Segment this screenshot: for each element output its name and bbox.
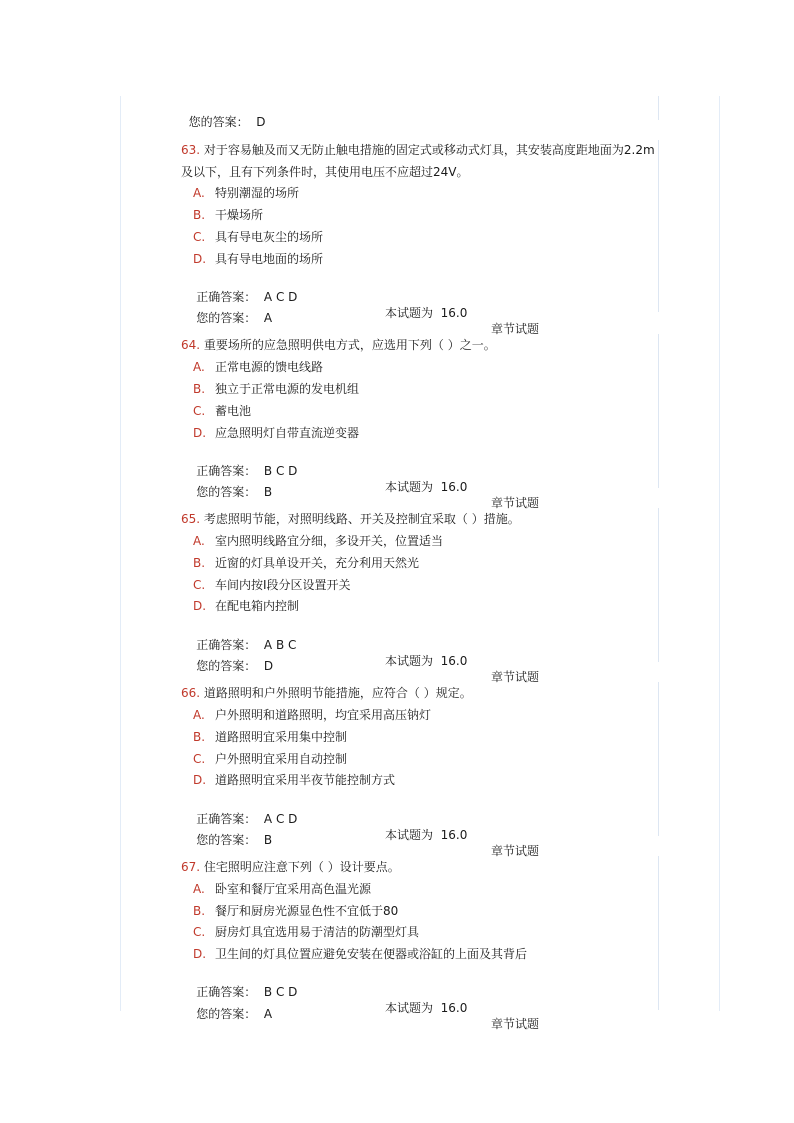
question-stem [181, 334, 659, 356]
your-answer-line [181, 990, 273, 1021]
your-answer-value: B [263, 833, 273, 847]
question-stem [181, 682, 659, 704]
option-a[interactable] [193, 881, 371, 897]
question-number: 66. [181, 686, 201, 700]
option-letter: B. [193, 730, 206, 744]
score-info [385, 653, 467, 669]
option-text: 在配电箱内控制 [215, 599, 300, 613]
chapter-label: 章节试题 [491, 844, 540, 858]
page-border-left [120, 96, 121, 1011]
option-d[interactable] [193, 598, 299, 614]
your-answer-line [181, 816, 273, 847]
question-number: 67. [181, 860, 201, 874]
your-answer-label: 您的答案： [196, 311, 257, 325]
block-separator [658, 334, 659, 488]
score-label: 本试题为 [385, 306, 434, 320]
option-a[interactable] [193, 707, 431, 723]
option-letter: D. [193, 773, 207, 787]
score-label: 本试题为 [385, 654, 434, 668]
option-letter: A. [193, 186, 205, 200]
option-letter: C. [193, 578, 206, 592]
option-b[interactable] [193, 207, 263, 223]
option-letter: A. [193, 708, 205, 722]
option-letter: C. [193, 230, 206, 244]
question-text: 对于容易触及而又无防止触电措施的固定式或移动式灯具，其安装高度距地面为2.2m及以下，且有下列条件时，其使用电压不应超过24V。 [181, 143, 655, 179]
option-letter: B. [193, 556, 206, 570]
page-border-right [719, 96, 720, 1011]
option-b[interactable] [193, 381, 359, 397]
option-letter: B. [193, 208, 206, 222]
chapter-label: 章节试题 [491, 1017, 540, 1031]
block-separator [658, 96, 659, 120]
option-text: 车间内按Ⅰ段分区设置开关 [215, 578, 351, 592]
option-a[interactable] [193, 359, 323, 375]
correct-answer-value: A C D [263, 290, 298, 304]
correct-answer-value: B C D [263, 464, 298, 478]
option-letter: C. [193, 925, 206, 939]
option-letter: B. [193, 904, 206, 918]
option-a[interactable] [193, 185, 299, 201]
correct-answer-label: 正确答案： [196, 464, 257, 478]
score-value: 16.0 [440, 480, 468, 494]
option-text: 近窗的灯具单设开关，充分利用天然光 [215, 556, 420, 570]
option-text: 道路照明宜采用半夜节能控制方式 [215, 773, 396, 787]
score-value: 16.0 [440, 828, 468, 842]
option-text: 户外照明和道路照明，均宜采用高压钠灯 [215, 708, 432, 722]
question-text: 重要场所的应急照明供电方式，应选用下列（ ）之一。 [203, 338, 496, 352]
chapter-label: 章节试题 [491, 670, 540, 684]
option-b[interactable] [193, 555, 419, 571]
option-letter: C. [193, 404, 206, 418]
score-info [385, 827, 467, 843]
score-info [385, 305, 467, 321]
option-d[interactable] [193, 772, 395, 788]
option-text: 室内照明线路宜分细，多设开关，位置适当 [215, 534, 444, 548]
option-text: 蓄电池 [215, 404, 252, 418]
option-c[interactable] [193, 924, 419, 940]
your-answer-label: 您的答案： [188, 115, 249, 129]
option-d[interactable] [193, 425, 359, 441]
correct-answer-value: A B C [263, 638, 297, 652]
block-separator [658, 682, 659, 836]
option-c[interactable] [193, 403, 251, 419]
question-stem [181, 856, 659, 878]
your-answer-value: A [263, 1007, 273, 1021]
score-label: 本试题为 [385, 480, 434, 494]
question-text: 考虑照明节能，对照明线路、开关及控制宜采取（ ）措施。 [203, 512, 520, 526]
your-answer-label: 您的答案： [196, 833, 257, 847]
option-text: 道路照明宜采用集中控制 [215, 730, 348, 744]
question-text: 道路照明和户外照明节能措施，应符合（ ）规定。 [203, 686, 472, 700]
your-answer-value: D [263, 659, 274, 673]
chapter-label: 章节试题 [491, 496, 540, 510]
your-answer-value: A [263, 311, 273, 325]
option-text: 卧室和餐厅宜采用高色温光源 [215, 882, 372, 896]
your-answer-label: 您的答案： [196, 485, 257, 499]
option-text: 具有导电灰尘的场所 [215, 230, 324, 244]
your-answer-line [181, 642, 274, 673]
score-value: 16.0 [440, 306, 468, 320]
option-d[interactable] [193, 946, 527, 962]
option-a[interactable] [193, 533, 443, 549]
option-c[interactable] [193, 229, 323, 245]
option-text: 户外照明宜采用自动控制 [215, 752, 348, 766]
option-letter: D. [193, 426, 207, 440]
option-d[interactable] [193, 251, 323, 267]
question-stem [181, 139, 659, 183]
correct-answer-label: 正确答案： [196, 812, 257, 826]
question-text: 住宅照明应注意下列（ ）设计要点。 [203, 860, 400, 874]
option-c[interactable] [193, 577, 351, 593]
option-text: 厨房灯具宜选用易于清洁的防潮型灯具 [215, 925, 420, 939]
option-text: 卫生间的灯具位置应避免安装在便器或浴缸的上面及其背后 [215, 947, 528, 961]
your-answer-label: 您的答案： [196, 1007, 257, 1021]
chapter-label: 章节试题 [491, 322, 540, 336]
option-text: 独立于正常电源的发电机组 [215, 382, 360, 396]
score-info [385, 479, 467, 495]
your-answer-value: B [263, 485, 273, 499]
question-number: 63. [181, 143, 201, 157]
correct-answer-label: 正确答案： [196, 290, 257, 304]
option-b[interactable] [193, 903, 398, 919]
option-letter: D. [193, 252, 207, 266]
option-text: 干燥场所 [215, 208, 264, 222]
option-letter: D. [193, 947, 207, 961]
block-separator [658, 508, 659, 662]
question-stem [181, 508, 659, 530]
option-letter: A. [193, 534, 205, 548]
score-label: 本试题为 [385, 1001, 434, 1015]
score-value: 16.0 [440, 654, 468, 668]
option-b[interactable] [193, 729, 347, 745]
score-value: 16.0 [440, 1001, 468, 1015]
option-letter: B. [193, 382, 206, 396]
your-answer-line [181, 468, 273, 499]
option-c[interactable] [193, 751, 347, 767]
option-text: 特别潮湿的场所 [215, 186, 300, 200]
your-answer-line [181, 294, 273, 325]
option-letter: A. [193, 882, 205, 896]
correct-answer-label: 正确答案： [196, 985, 257, 999]
option-letter: A. [193, 360, 205, 374]
your-answer-label: 您的答案： [196, 659, 257, 673]
correct-answer-value: A C D [263, 812, 298, 826]
question-number: 64. [181, 338, 201, 352]
your-answer-line [181, 98, 266, 129]
block-separator [658, 856, 659, 1010]
option-text: 应急照明灯自带直流逆变器 [215, 426, 360, 440]
score-info [385, 1000, 467, 1016]
option-text: 具有导电地面的场所 [215, 252, 324, 266]
correct-answer-label: 正确答案： [196, 638, 257, 652]
option-letter: D. [193, 599, 207, 613]
question-number: 65. [181, 512, 201, 526]
option-letter: C. [193, 752, 206, 766]
option-text: 正常电源的馈电线路 [215, 360, 324, 374]
score-label: 本试题为 [385, 828, 434, 842]
option-text: 餐厅和厨房光源显色性不宜低于80 [215, 904, 399, 918]
correct-answer-value: B C D [263, 985, 298, 999]
your-answer-value: D [256, 115, 266, 129]
